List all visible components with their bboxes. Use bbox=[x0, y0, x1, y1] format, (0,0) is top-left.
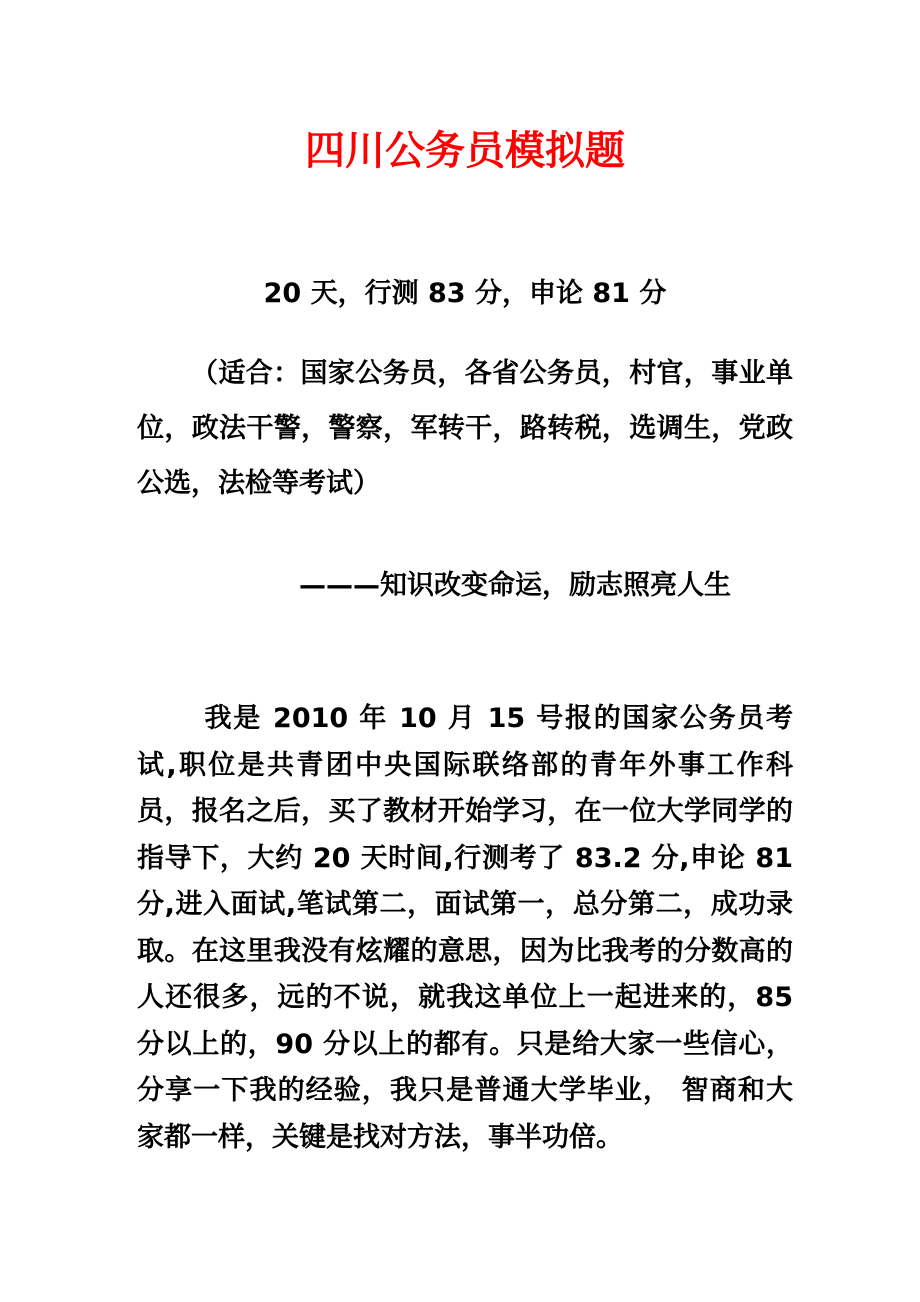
page-title: 四川公务员模拟题 bbox=[305, 128, 625, 174]
motto-line: ———知识改变命运，励志照亮人生 bbox=[299, 570, 731, 601]
exam-scope-note: （适合：国家公务员，各省公务员，村官，事业单位，政法干警，警察，军转干，路转税，选调生，党政公选，法检等考试） bbox=[137, 358, 793, 499]
body-paragraph: 我是 2010 年 10 月 15 号报的国家公务员考试,职位是共青团中央国际联络部的青年外事工作科员，报名之后，买了教材开始学习，在一位大学同学的指导下，大约 20 天时间,行测考了 83.2 分,申论 81 分,进入面试,笔试第二，面试第一，总分第二，成功录取。在这里我没有炫耀的意思，因为比我考的分数高的人还很多，远的不说，就我这单位上一起进来的，85 分以上的，90 分以上的都有。只是给大家一些信心，分享一下我的经验，我只是普通大学毕业， 智商和大家都一样，关键是找对方法，事半功倍。 bbox=[137, 703, 793, 1153]
score-subtitle: 20 天，行测 83 分，申论 81 分 bbox=[263, 278, 667, 309]
